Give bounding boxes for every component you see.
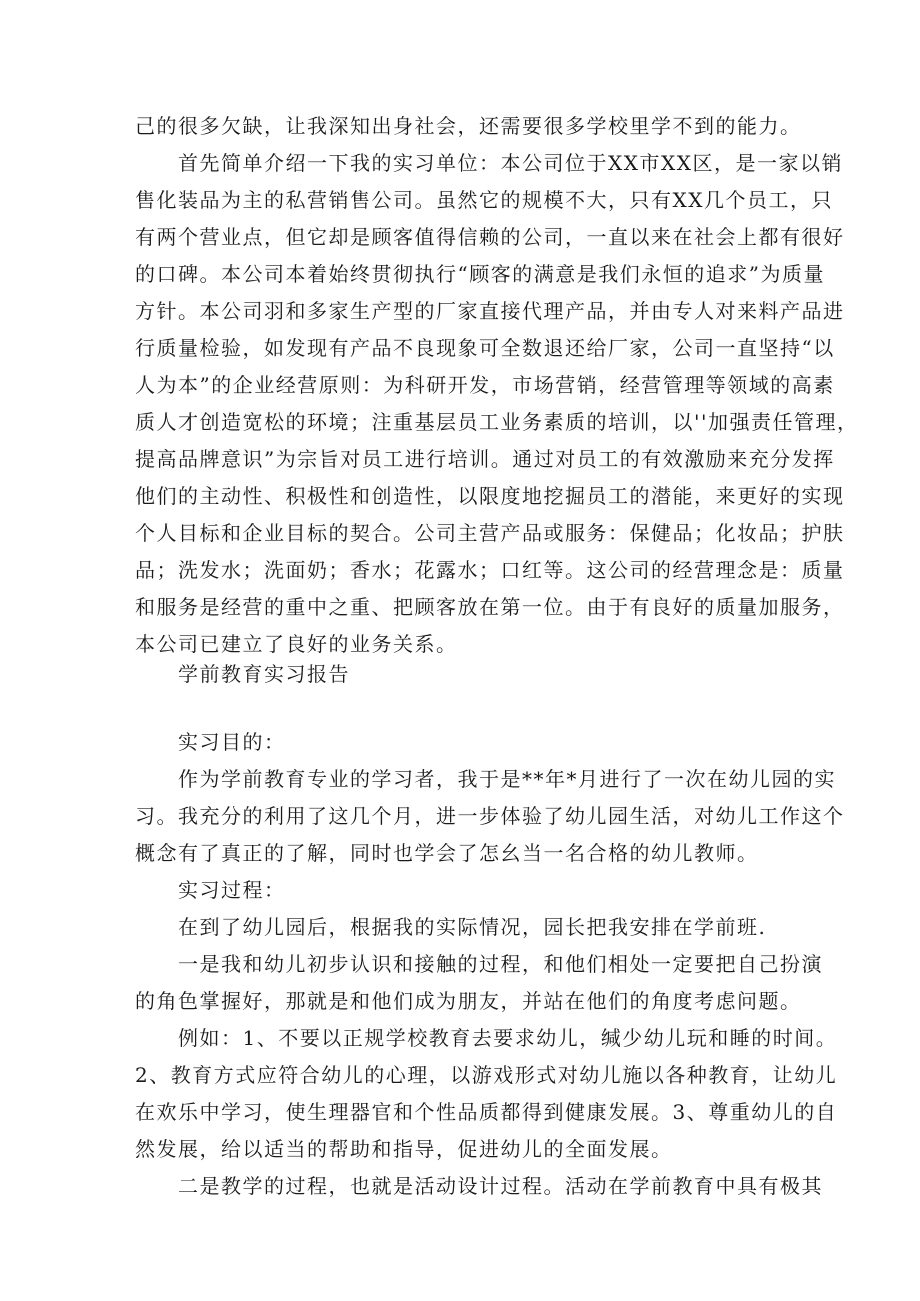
paragraph-line: 2、教育方式应符合幼儿的心理，以游戏形式对幼儿施以各种教育，让幼儿	[135, 1063, 838, 1087]
paragraph-line: 的口碑。本公司本着始终贯彻执行“顾客的满意是我们永恒的追求”为质量	[135, 262, 825, 286]
paragraph-line: 个人目标和企业目标的契合。公司主营产品或服务：保健品；化妆品；护肤	[135, 521, 845, 545]
paragraph-line: 提高品牌意识”为宗旨对员工进行培训。通过对员工的有效激励来充分发挥	[135, 447, 835, 471]
paragraph-line: 己的很多欠缺，让我深知出身社会，还需要很多学校里学不到的能力。	[135, 114, 802, 138]
paragraph-line: 的角色掌握好，那就是和他们成为朋友，并站在他们的角度考虑问题。	[135, 989, 802, 1013]
paragraph-line: 习。我充分的利用了这几个月，进一步体验了幼儿园生活，对幼儿工作这个	[135, 804, 845, 828]
report-title: 学前教育实习报告	[178, 662, 350, 686]
paragraph-line: 质人才创造宽松的环境；注重基层员工业务素质的培训，以''加强责任管理，	[135, 410, 859, 434]
paragraph-line: 在欢乐中学习，使生理器官和个性品质都得到健康发展。3、尊重幼儿的自	[135, 1100, 838, 1124]
paragraph-line: 例如：1、不要以正规学校教育去要求幼儿，缄少幼儿玩和睡的时间。	[178, 1026, 838, 1050]
paragraph-line: 本公司已建立了良好的业务关系。	[135, 632, 458, 656]
paragraph-line: 品；洗发水；洗面奶；香水；花露水；口红等。这公司的经营理念是：质量	[135, 558, 845, 582]
paragraph-line: 在到了幼儿园后，根据我的实际情况，园长把我安排在学前班.	[178, 915, 767, 939]
paragraph-line: 作为学前教育专业的学习者，我于是**年*月进行了一次在幼儿园的实	[178, 767, 836, 791]
paragraph-line: 行质量检验，如发现有产品不良现象可全数退还给厂家，公司一直坚持“以	[135, 336, 835, 360]
section-heading: 实习目的：	[178, 730, 286, 754]
paragraph-line: 有两个营业点，但它却是顾客值得信赖的公司，一直以来在社会上都有很好	[135, 225, 845, 249]
paragraph-line: 人为本”的企业经营原则：为科研开发，市场营销，经营管理等领域的高素	[135, 373, 835, 397]
paragraph-line: 首先简单介绍一下我的实习单位：本公司位于XX市XX区，是一家以销	[178, 151, 843, 175]
paragraph-line: 二是教学的过程，也就是活动设计过程。活动在学前教育中具有极其	[178, 1174, 823, 1198]
paragraph-line: 一是我和幼儿初步认识和接触的过程，和他们相处一定要把自己扮演	[178, 952, 823, 976]
paragraph-line: 他们的主动性、积极性和创造性，以限度地挖掘员工的潜能，来更好的实现	[135, 484, 845, 508]
paragraph-line: 和服务是经营的重中之重、把顾客放在第一位。由于有良好的质量加服务，	[135, 595, 845, 619]
section-heading: 实习过程：	[178, 878, 286, 902]
paragraph-line: 概念有了真正的了解，同时也学会了怎幺当一名合格的幼儿教师。	[135, 841, 759, 865]
paragraph-line: 然发展，给以适当的帮助和指导，促进幼儿的全面发展。	[135, 1137, 673, 1161]
paragraph-line: 方针。本公司羽和多家生产型的厂家直接代理产品，并由专人对来料产品进	[135, 299, 845, 323]
paragraph-line: 售化装品为主的私营销售公司。虽然它的规模不大，只有XX几个员工，只	[135, 188, 833, 212]
